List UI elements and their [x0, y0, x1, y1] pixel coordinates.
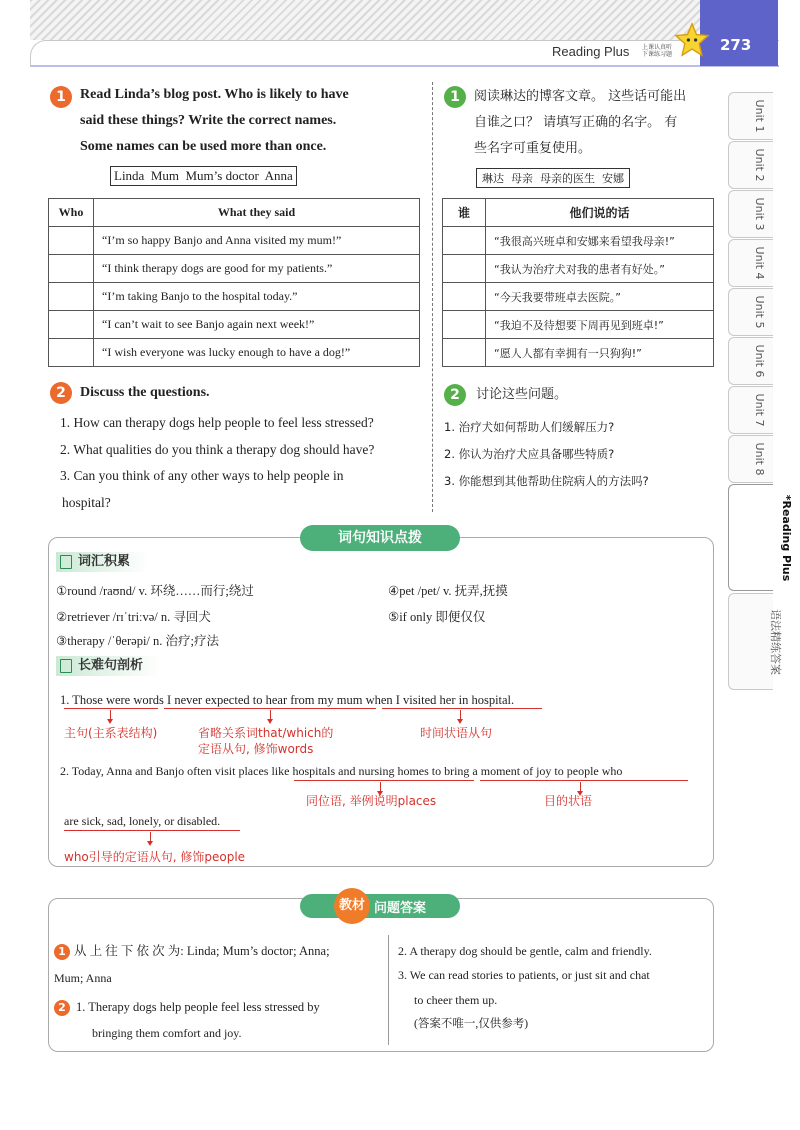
side-tab-2[interactable]: [728, 141, 773, 189]
side-tab-7[interactable]: [728, 386, 773, 434]
task2-q3: 3. Can you think of any other ways to help people in: [60, 468, 344, 483]
col-said-header: What they said: [94, 199, 420, 227]
quote-cell: “I’m taking Banjo to the hospital today.”: [94, 283, 420, 311]
zh-answer-cell: [443, 255, 486, 283]
task1-zh-line-3: 些名字可重复使用。: [474, 141, 592, 156]
side-tab-3[interactable]: [728, 190, 773, 238]
task1-badge: 1: [50, 86, 72, 108]
vocab-section-title: 词汇积累: [56, 552, 148, 572]
arrow: [150, 832, 151, 844]
column-divider: [432, 82, 433, 512]
vocab-item-4: ④pet /pet/ v. 抚弄,抚摸: [388, 584, 508, 598]
knowledge-banner: 词句知识点拨: [300, 525, 460, 551]
zh-who-said-table: [442, 198, 714, 367]
side-tab-label: Unit 4: [752, 246, 766, 280]
task2-zh-q2: 2. 你认为治疗犬应具备哪些特质?: [444, 447, 615, 461]
zh-quote-cell: “今天我要带班卓去医院。”: [486, 283, 714, 311]
zh-answer-cell: [443, 283, 486, 311]
answer1-line-2: Mum; Anna: [54, 971, 112, 985]
side-tab-8[interactable]: [728, 435, 773, 483]
side-tab-label: Unit 2: [752, 148, 766, 182]
task1-zh-line-1: 阅读琳达的博客文章。 这些话可能出: [474, 89, 687, 104]
side-tab-label: Unit 7: [752, 393, 766, 427]
task2-title: Discuss the questions.: [80, 385, 210, 400]
arrow: [460, 710, 461, 722]
side-tab-1[interactable]: [728, 92, 773, 140]
zh-answer-cell: [443, 339, 486, 367]
star-mascot-icon: [674, 22, 710, 58]
header-hatch: [30, 0, 700, 40]
answer2-line-3: 2. A therapy dog should be gentle, calm and friendly.: [398, 944, 652, 958]
answer2-line-2: bringing them comfort and joy.: [92, 1026, 242, 1040]
task2-questions: [60, 410, 425, 516]
side-tab-9[interactable]: [728, 484, 793, 591]
col-who-header: Who: [49, 199, 94, 227]
zh-names-box: 琳达 母亲 母亲的医生 安娜: [476, 168, 630, 188]
quote-cell: “I wish everyone was lucky enough to have a dog!”: [94, 339, 420, 367]
answer-cell[interactable]: [49, 255, 94, 283]
side-tab-label: Unit 6: [752, 344, 766, 378]
task2-q1: 1. How can therapy dogs help people to feel less stressed?: [60, 415, 374, 430]
task2-zh-q1: 1. 治疗犬如何帮助人们缓解压力?: [444, 420, 615, 434]
answer2-line-1: 1. Therapy dogs help people feel less stressed by: [76, 1000, 320, 1014]
side-tab-4[interactable]: [728, 239, 773, 287]
note-relative-clause: 省略关系词that/which的: [198, 726, 334, 740]
sentence-1: 1. Those were words I never expected to hear from my mum when I visited her in hospital.: [60, 693, 515, 707]
task2-zh-q3: 3. 你能想到其他帮助住院病人的方法吗?: [444, 474, 649, 488]
sentence-2: 2. Today, Anna and Banjo often visit places like hospitals and nursing homes to bring a moment of joy to people who: [60, 764, 623, 778]
vocab-item-5: ⑤if only 即便仅仅: [388, 610, 486, 624]
answer-cell[interactable]: [49, 339, 94, 367]
zh-col-said-header: 他们说的话: [486, 199, 714, 227]
answer-cell[interactable]: [49, 227, 94, 255]
arrow: [270, 710, 271, 722]
task2-badge: 2: [50, 382, 72, 404]
zh-quote-cell: “愿人人都有幸拥有一只狗狗!”: [486, 339, 714, 367]
who-said-table: [48, 198, 420, 367]
answers-banner: [300, 894, 460, 918]
underline: [294, 780, 474, 781]
vocab-item-1: ①round /raʊnd/ v. 环绕……而行;绕过: [56, 584, 254, 598]
answer-note: (答案不唯一,仅供参考): [414, 1018, 529, 1030]
answers-banner-badge: 教材: [334, 888, 370, 924]
task1-line-1: Read Linda’s blog post. Who is likely to have: [80, 87, 349, 102]
section-title: Reading Plus: [552, 44, 630, 59]
underline: [64, 708, 158, 709]
side-tab-label: Unit 3: [752, 197, 766, 231]
quote-cell: “I’m so happy Banjo and Anna visited my mum!”: [94, 227, 420, 255]
quote-cell: “I think therapy dogs are good for my patients.”: [94, 255, 420, 283]
underline: [480, 780, 688, 781]
underline: [64, 830, 240, 831]
vocab-item-2: ②retriever /rɪˈtriːvə/ n. 寻回犬: [56, 610, 211, 624]
subtitle-line-2: 下课练习题: [642, 51, 673, 58]
task1-line-3: Some names can be used more than once.: [80, 139, 327, 154]
task2-zh-questions: [444, 414, 649, 495]
subtitle-line-1: 上课认真听: [642, 44, 673, 51]
note-main-clause: 主句(主系表结构): [64, 726, 158, 740]
task2-q2: 2. What qualities do you think a therapy dog should have?: [60, 441, 375, 457]
sentence-2-cont: are sick, sad, lonely, or disabled.: [64, 814, 221, 828]
side-tab-label: Unit 8: [752, 442, 766, 476]
sentence-section-title: 长难句剖析: [56, 656, 161, 676]
vocab-item-3: ③therapy /ˈθerəpi/ n. 治疗;疗法: [56, 634, 219, 648]
underline: [382, 708, 542, 709]
task1-line-2: said these things? Write the correct names.: [80, 113, 337, 128]
zh-quote-cell: “我认为治疗犬对我的患者有好处。”: [486, 255, 714, 283]
side-tab-label: Unit 1: [752, 99, 766, 133]
names-box: Linda Mum Mum’s doctor Anna: [110, 166, 297, 186]
answer2-badge: 2: [54, 1000, 70, 1016]
page-number: 273: [720, 36, 752, 54]
side-tab-10[interactable]: [728, 593, 782, 690]
task1-zh-line-2: 自谁之口？ 请填写正确的名字。 有: [474, 115, 678, 130]
task2-q3-cont: hospital?: [62, 494, 111, 510]
note-relative-clause-2: 定语从句, 修饰words: [198, 742, 314, 756]
answer2-line-4: 3. We can read stories to patients, or just sit and chat: [398, 968, 650, 982]
task2-zh-title: 讨论这些问题。: [476, 387, 568, 402]
task1-instructions: [80, 82, 410, 160]
arrow: [110, 710, 111, 722]
answer2-line-5: to cheer them up.: [414, 993, 498, 1007]
zh-col-who-header: 谁: [443, 199, 486, 227]
answer1-line: 从 上 往 下 依 次 为: Linda; Mum’s doctor; Anna;: [74, 944, 330, 958]
side-tab-5[interactable]: [728, 288, 773, 336]
answers-banner-title: 问题答案: [374, 901, 427, 916]
side-tab-label: 语法精练答案: [769, 608, 782, 675]
quote-cell: “I can’t wait to see Banjo again next week!”: [94, 311, 420, 339]
note-appositive: 同位语, 举例说明places: [306, 794, 437, 808]
side-tab-label: *Reading Plus: [779, 494, 793, 581]
zh-answer-cell: [443, 311, 486, 339]
task1-zh-instructions: [474, 84, 724, 162]
note-purpose: 目的状语: [544, 794, 593, 808]
task2-zh-badge: 2: [444, 384, 466, 406]
answer-cell[interactable]: [49, 283, 94, 311]
note-time-clause: 时间状语从句: [420, 726, 493, 740]
note-who-clause: who引导的定语从句, 修饰people: [64, 850, 246, 864]
underline: [164, 708, 376, 709]
zh-answer-cell: [443, 227, 486, 255]
task1-zh-badge: 1: [444, 86, 466, 108]
page-number-tab: [700, 0, 778, 66]
side-tab-6[interactable]: [728, 337, 773, 385]
answers-divider: [388, 935, 389, 1045]
answer-cell[interactable]: [49, 311, 94, 339]
zh-quote-cell: “我很高兴班卓和安娜来看望我母亲!”: [486, 227, 714, 255]
zh-quote-cell: “我迫不及待想要下周再见到班卓!”: [486, 311, 714, 339]
side-tab-label: Unit 5: [752, 295, 766, 329]
answer1-badge: 1: [54, 944, 70, 960]
